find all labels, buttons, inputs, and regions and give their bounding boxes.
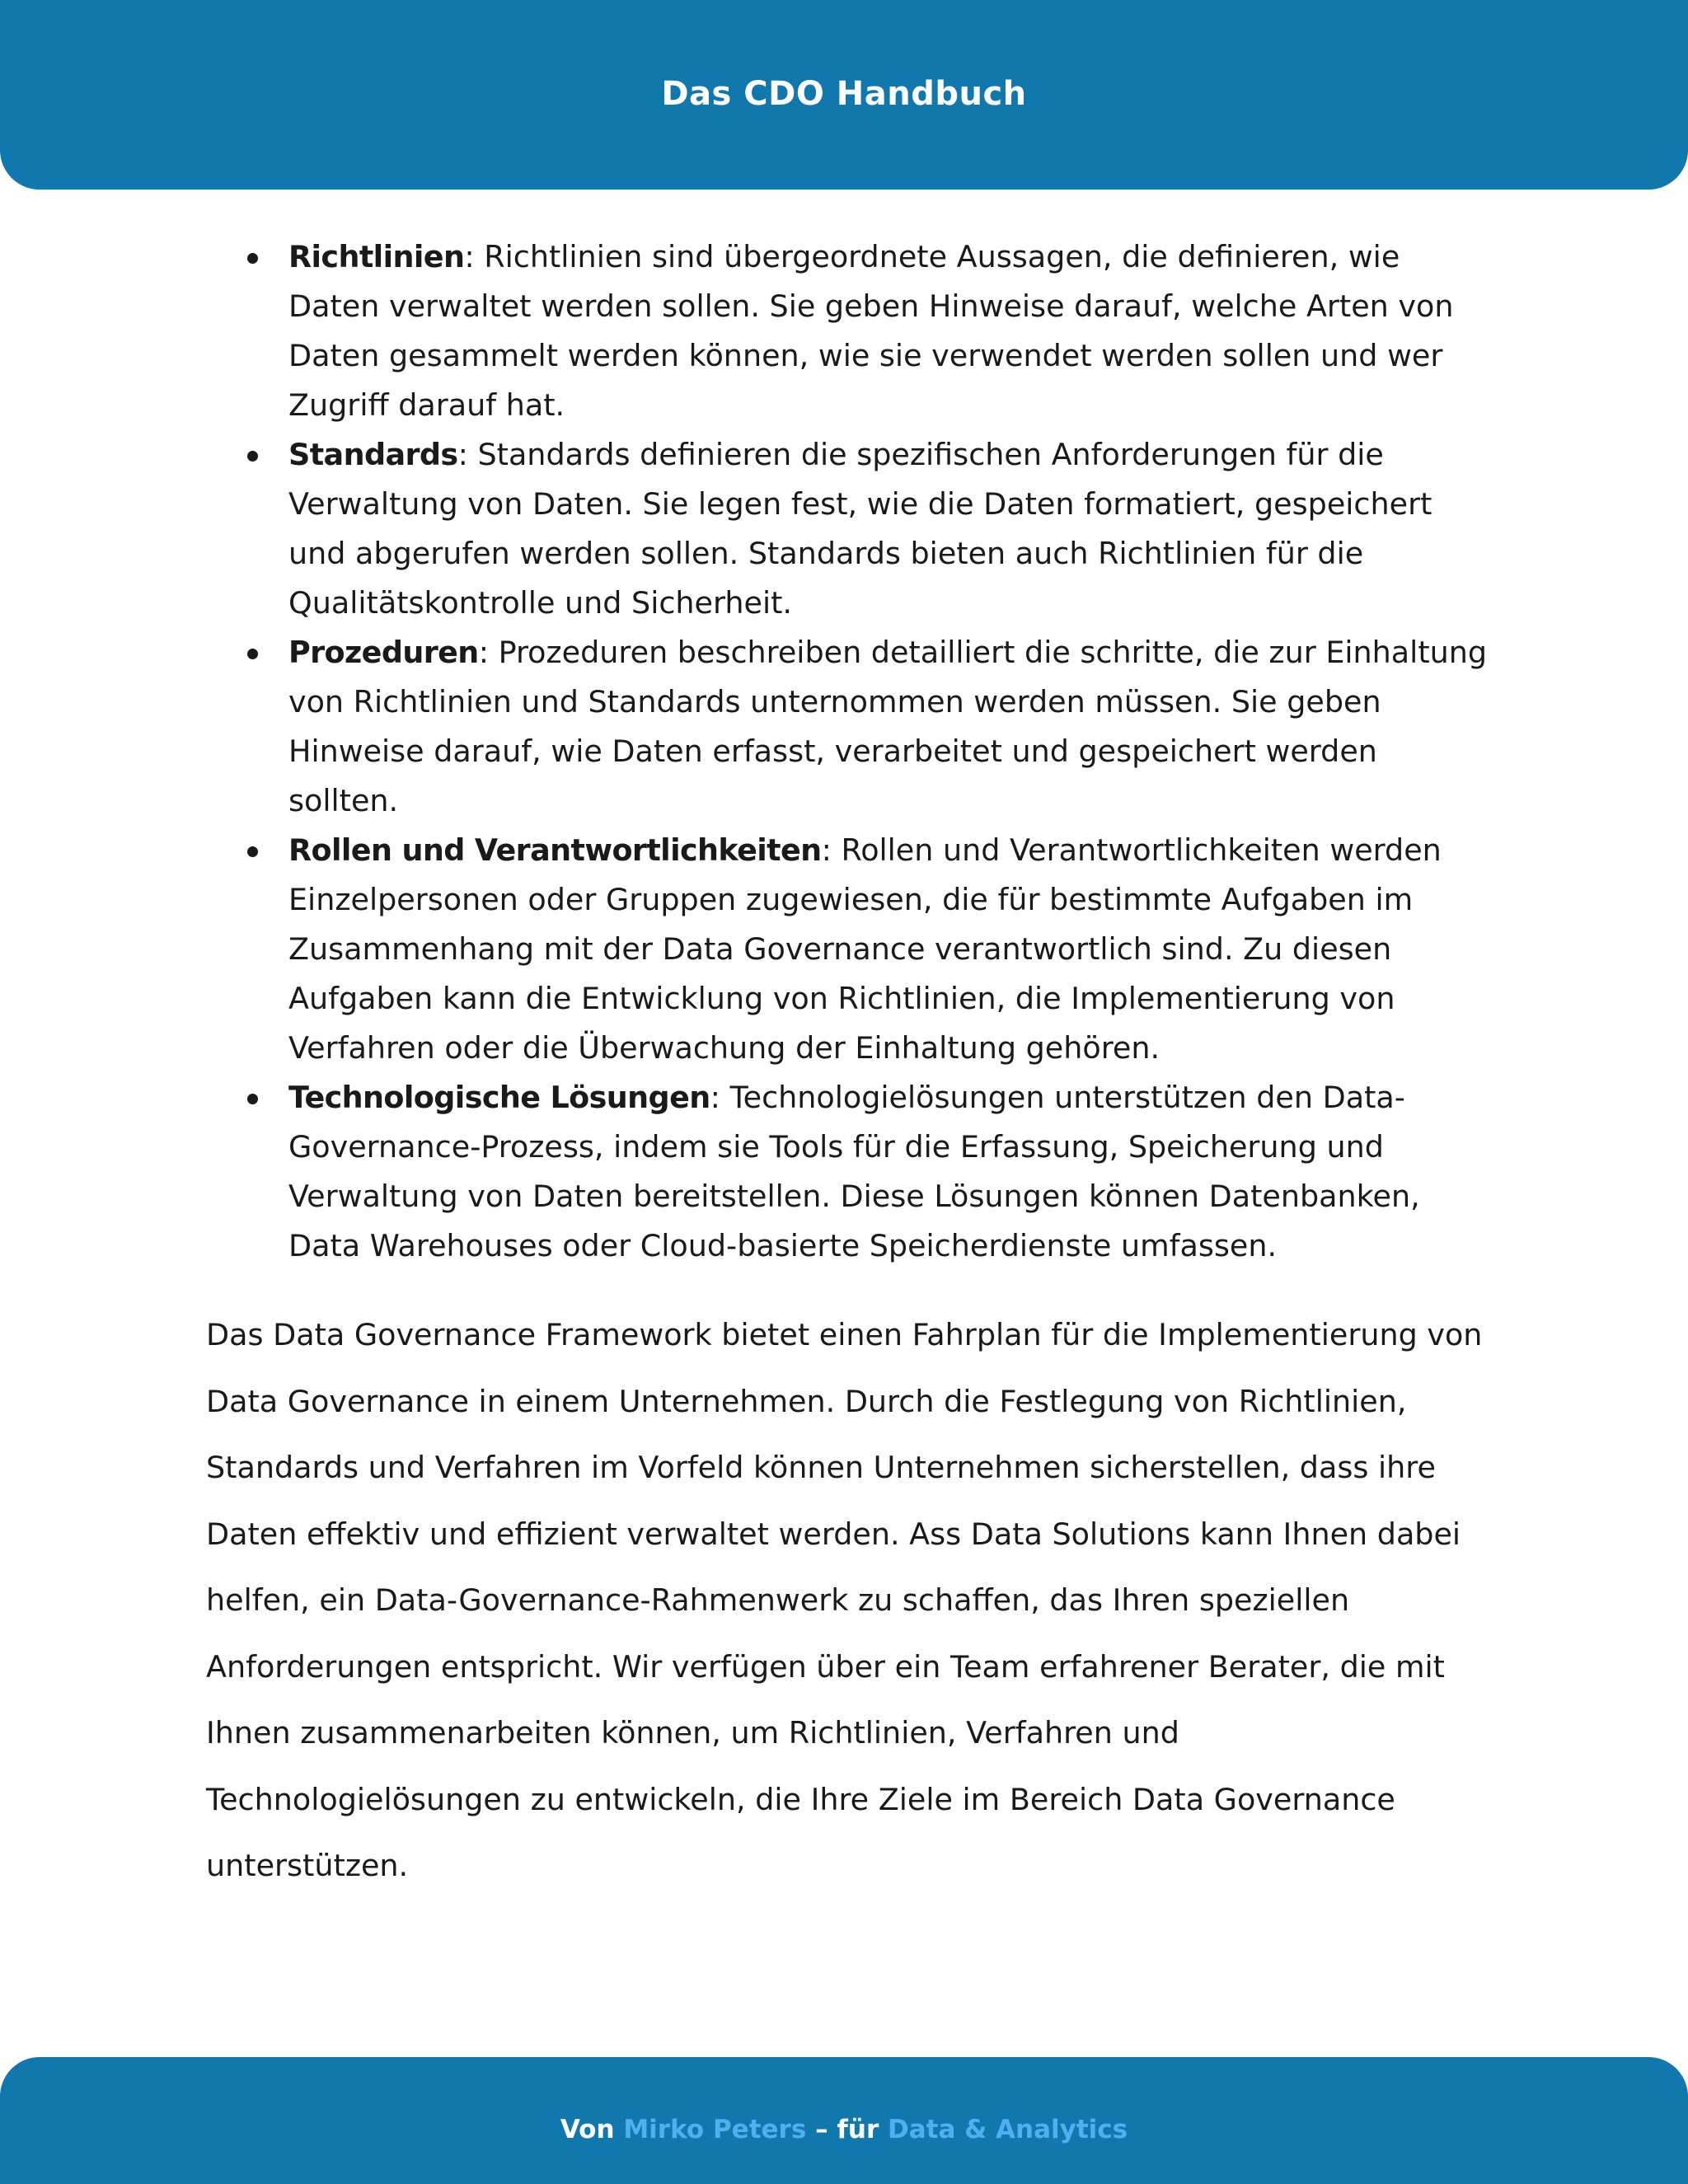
- list-item-term: Technologische Lösungen: [288, 1080, 710, 1115]
- definition-list: [206, 232, 1492, 1271]
- list-item-text: : Prozeduren beschreiben detailliert die schritte, die zur Einhaltung von Richtlinien und Standards unternommen werden müssen. Sie geben Hinweise darauf, wie Daten erfasst, verarbeitet und gespeichert werden sollten.: [288, 635, 1488, 818]
- list-item: [288, 430, 1492, 628]
- list-item: [288, 1073, 1492, 1271]
- footer-separator: – für: [815, 2115, 879, 2144]
- list-item-text: : Richtlinien sind übergeordnete Aussagen, die definieren, wie Daten verwaltet werden sollen. Sie geben Hinweise darauf, welche Arten von Daten gesammelt werden können, wie sie verwendet werden sollen und wer Zugriff darauf hat.: [288, 239, 1454, 423]
- list-item-text: : Rollen und Verantwortlichkeiten werden Einzelpersonen oder Gruppen zugewiesen, die für bestimmte Aufgaben im Zusammenhang mit der Data Governance verantwortlich sind. Zu diesen Aufgaben kann die Entwicklung von Richtlinien, die Implementierung von Verfahren oder die Überwachung der Einhaltung gehören.: [288, 832, 1442, 1066]
- list-item: [288, 628, 1492, 826]
- page-header: [0, 0, 1688, 190]
- header-title: Das CDO Handbuch: [661, 75, 1027, 113]
- page-footer: [0, 2057, 1688, 2184]
- footer-by: Von: [560, 2115, 615, 2144]
- bullet-icon: [247, 1094, 258, 1104]
- list-item: [288, 826, 1492, 1073]
- body-paragraph: Das Data Governance Framework bietet einen Fahrplan für die Implementierung von Data Governance in einem Unternehmen. Durch die Festlegung von Richtlinien, Standards und Verfahren im Vorfeld können Unternehmen sicherstellen, dass ihre Daten effektiv und effizient verwaltet werden. Ass Data Solutions kann Ihnen dabei helfen, ein Data-Governance-Rahmenwerk zu schaffen, das Ihren speziellen Anforderungen entspricht. Wir verfügen über ein Team erfahrener Berater, die mit Ihnen zusammenarbeiten können, um Richtlinien, Verfahren und Technologielösungen zu entwickeln, die Ihre Ziele im Bereich Data Governance unterstützen.: [206, 1317, 1483, 1883]
- footer-publication-link[interactable]: Data & Analytics: [888, 2115, 1128, 2144]
- list-item-term: Standards: [288, 437, 458, 472]
- bullet-icon: [247, 649, 258, 659]
- list-item-text: : Standards definieren die spezifischen Anforderungen für die Verwaltung von Daten. Sie legen fest, wie die Daten formatiert, gespeichert und abgerufen werden sollen. Standards bieten auch Richtlinien für die Qualitätskontrolle und Sicherheit.: [288, 437, 1432, 621]
- footer-credit: [560, 2115, 1128, 2144]
- list-item-text: : Technologielösungen unterstützen den Data-Governance-Prozess, indem sie Tools für die Erfassung, Speicherung und Verwaltung von Daten bereitstellen. Diese Lösungen können Datenbanken, Data Warehouses oder Cloud-basierte Speicherdienste umfassen.: [288, 1080, 1420, 1263]
- list-item-term: Rollen und Verantwortlichkeiten: [288, 832, 822, 868]
- bullet-icon: [247, 846, 258, 857]
- bullet-icon: [247, 253, 258, 264]
- list-item: [288, 232, 1492, 430]
- list-item-term: Richtlinien: [288, 239, 465, 274]
- list-item-term: Prozeduren: [288, 635, 479, 670]
- footer-author-link[interactable]: Mirko Peters: [623, 2115, 807, 2144]
- page-content: [206, 232, 1492, 1900]
- bullet-icon: [247, 451, 258, 462]
